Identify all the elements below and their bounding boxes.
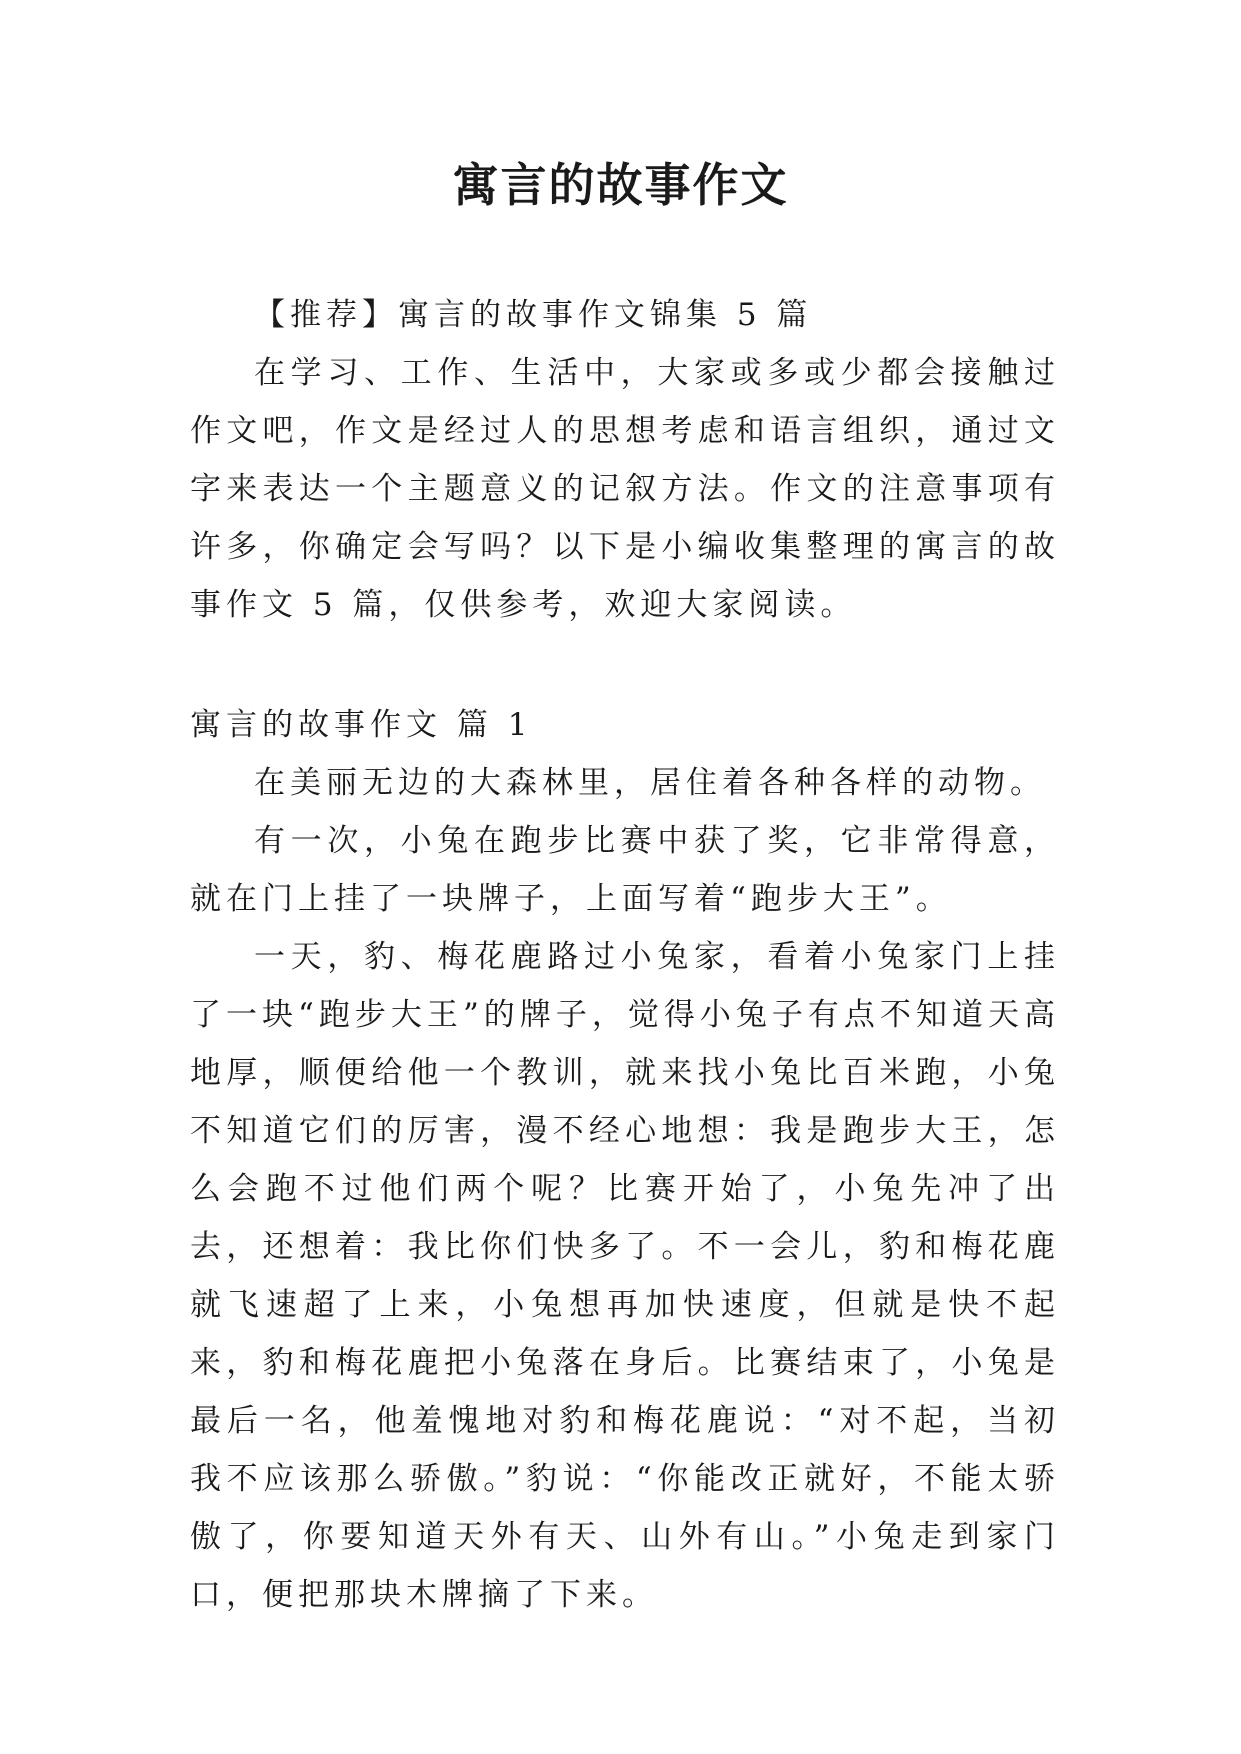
story-paragraph: 在美丽无边的大森林里，居住着各种各样的动物。	[254, 765, 1046, 801]
story-paragraph: 一天，豹、梅花鹿路过小兔家，看着小兔家门上挂了一块“跑步大王”的牌子，觉得小兔子有点不知道天高地厚，顺便给他一个教训，就来找小兔比百米跑，小兔不知道它们的厉害，漫不经心地想：我是跑步大王，怎么会跑不过他们两个呢？比赛开始了，小兔先冲了出去，还想着：我比你们快多了。不一会儿，豹和梅花鹿就飞速超了上来，小兔想再加快速度，但就是快不起来，豹和梅花鹿把小兔落在身后。比赛结束了，小兔是最后一名，他羞愧地对豹和梅花鹿说：“对不起，当初我不应该那么骄傲。”豹说：“你能改正就好，不能太骄傲了，你要知道天外有天、山外有山。”小兔走到家门口，便把那块木牌摘了下来。	[190, 939, 1060, 1613]
intro-section	[190, 286, 1060, 634]
document-title: 寓言的故事作文	[452, 158, 789, 212]
recommend-line: 【推荐】寓言的故事作文锦集 5 篇	[254, 297, 813, 333]
section-heading: 寓言的故事作文 篇 1	[190, 707, 533, 743]
intro-paragraph: 在学习、工作、生活中，大家或多或少都会接触过作文吧，作文是经过人的思想考虑和语言组织，通过文字来表达一个主题意义的记叙方法。作文的注意事项有许多，你确定会写吗？以下是小编收集整理的寓言的故事作文 5 篇，仅供参考，欢迎大家阅读。	[190, 355, 1060, 623]
story-paragraph: 有一次，小兔在跑步比赛中获了奖，它非常得意，就在门上挂了一块牌子，上面写着“跑步大王”。	[190, 823, 1060, 917]
story-section-1	[190, 696, 1060, 1624]
